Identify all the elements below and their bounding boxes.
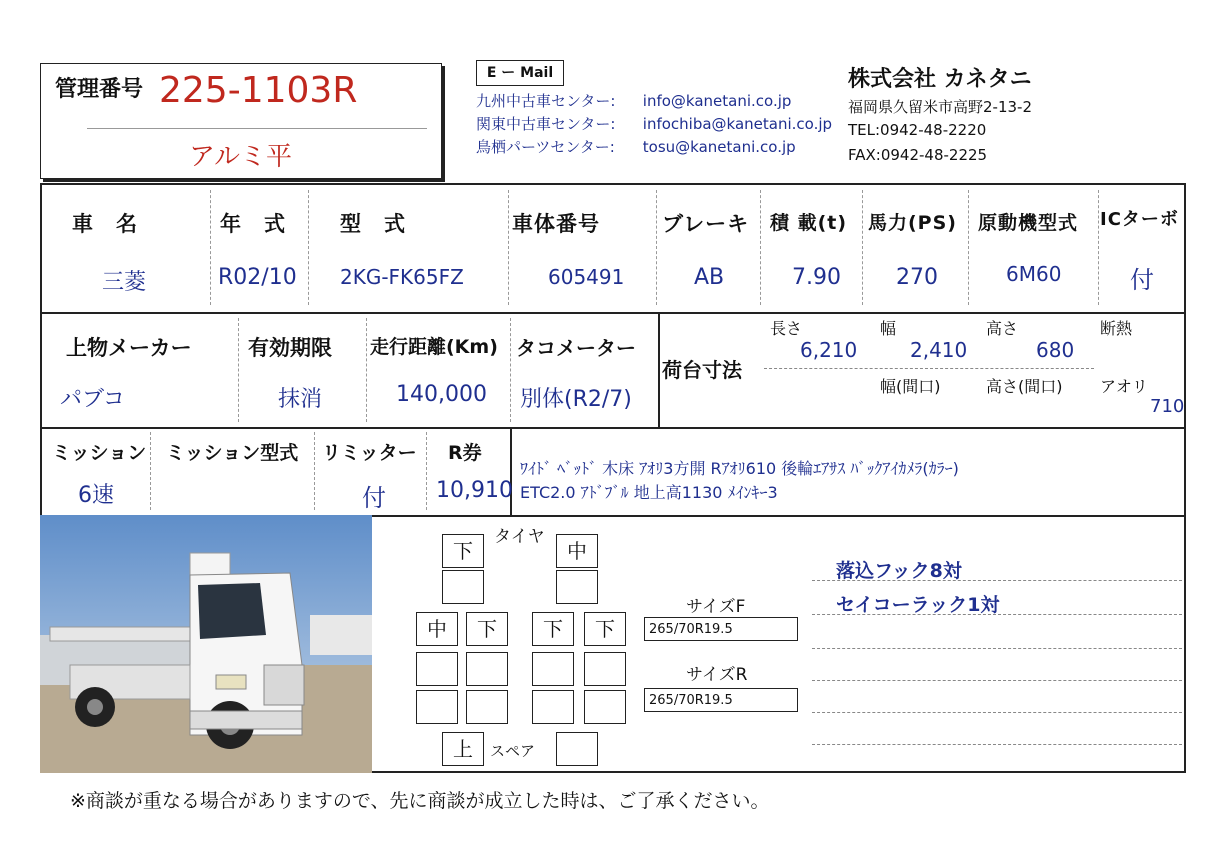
contact-email[interactable]: info@kanetani.co.jp (642, 92, 792, 110)
notes-line-1: ﾜｲﾄﾞ ﾍﾞｯﾄﾞ 木床 ｱｵﾘ3方開 Rｱｵﾘ610 後輪ｴｱｻｽ ﾊﾞｯｸｱｲｶﾒﾗ(ｶﾗｰ) (520, 459, 959, 478)
extra-item-2: セイコーラック1対 (836, 594, 1000, 616)
row-divider (40, 427, 1186, 429)
extras-line (812, 614, 1182, 615)
tire-rear-blank (466, 652, 508, 686)
header-limiter: リミッター (322, 442, 417, 464)
value-brake: AB (694, 265, 725, 290)
contact-email[interactable]: infochiba@kanetani.co.jp (642, 115, 833, 133)
value-transmission: 6速 (78, 483, 114, 508)
cargo-height-label: 高さ (986, 319, 1019, 338)
cargo-aori: 710 (1150, 396, 1185, 417)
tire-rear-blank (466, 690, 508, 724)
truck-illustration (40, 515, 372, 773)
tire-rear-3: 下 (532, 612, 574, 646)
header-body-maker: 上物メーカー (66, 336, 192, 360)
col-divider (508, 190, 509, 305)
email-badge (476, 60, 564, 86)
header-maker: 車 名 (72, 212, 138, 236)
size-r: 265/70R19.5 (649, 693, 733, 708)
tire-title: タイヤ (494, 527, 545, 547)
size-r-label: サイズR (686, 665, 748, 685)
header-tacho: タコメーター (516, 336, 636, 360)
truck-photo (40, 515, 372, 773)
col-divider (1098, 190, 1099, 305)
tire-rear-blank (584, 690, 626, 724)
email-label: E ー Mail (486, 65, 554, 81)
value-year: R02/10 (218, 265, 297, 290)
spare-label: スペア (490, 742, 536, 760)
contact-center: 九州中古車センター: (476, 92, 616, 110)
value-load: 7.90 (792, 265, 841, 290)
col-divider (238, 318, 239, 422)
header-expiry: 有効期限 (248, 336, 332, 360)
extras-line (812, 712, 1182, 713)
mgmt-label: 管理番号 (55, 77, 144, 102)
cargo-height-open-label: 高さ(間口) (986, 377, 1063, 396)
value-expiry: 抹消 (278, 387, 323, 412)
tire-rear-4: 下 (584, 612, 626, 646)
header-power: 馬力(PS) (868, 212, 957, 234)
company-tel: TEL:0942-48-2220 (848, 121, 987, 139)
header-mileage: 走行距離(Km) (370, 336, 498, 358)
notes-line-2: ETC2.0 ｱﾄﾞﾌﾞﾙ 地上高1130 ﾒｲﾝｷｰ3 (520, 483, 778, 502)
col-divider (862, 190, 863, 305)
value-engine: 6M60 (1006, 262, 1062, 286)
header-chassis-no: 車体番号 (512, 212, 600, 236)
col-divider (760, 190, 761, 305)
cargo-aori-label: アオリ (1100, 377, 1148, 396)
contact-center: 関東中古車センター: (476, 115, 616, 133)
header-transmission: ミッション (52, 442, 147, 464)
size-r-box (644, 688, 798, 712)
contact-row-kanto (476, 113, 832, 134)
tire-front-right-blank (556, 570, 598, 604)
tire-rear-blank (416, 690, 458, 724)
col-divider (308, 190, 309, 305)
tire-rear-blank (584, 652, 626, 686)
value-power: 270 (896, 265, 938, 290)
tire-spare-blank (556, 732, 598, 766)
tire-front-left-blank (442, 570, 484, 604)
size-f-box (644, 617, 798, 641)
row-divider (40, 312, 1186, 314)
header-model: 型 式 (340, 212, 406, 236)
extras-line (812, 648, 1182, 649)
contact-row-kyushu (476, 90, 791, 111)
cargo-height: 680 (1036, 338, 1075, 362)
mgmt-box (40, 63, 442, 179)
tire-rear-2: 下 (466, 612, 508, 646)
header-year: 年 式 (220, 212, 286, 236)
footer-note: ※商談が重なる場合がありますので、先に商談が成立した時は、ご了承ください。 (70, 790, 770, 812)
tire-rear-blank (532, 690, 574, 724)
cargo-width: 2,410 (910, 338, 968, 362)
col-divider (314, 432, 315, 510)
header-engine: 原動機型式 (978, 212, 1079, 234)
col-divider (366, 318, 367, 422)
tire-spare: 上 (442, 732, 484, 766)
extras-line (812, 744, 1182, 745)
cargo-label: 荷台寸法 (662, 358, 742, 382)
mgmt-number: 225-1103R (159, 70, 358, 111)
cargo-dash (764, 368, 1094, 369)
col-divider (426, 432, 427, 510)
tire-rear-blank (532, 652, 574, 686)
value-limiter: 付 (362, 484, 386, 512)
tire-front-left: 下 (442, 534, 484, 568)
value-ic-turbo: 付 (1130, 266, 1154, 294)
header-load: 積 載(t) (770, 212, 848, 234)
tire-rear-blank (416, 652, 458, 686)
contact-center: 鳥栖パーツセンター: (476, 138, 615, 156)
header-r-ken: R券 (448, 442, 482, 464)
cargo-length-label: 長さ (770, 319, 803, 338)
body-type: アルミ平 (189, 142, 292, 172)
size-f: 265/70R19.5 (649, 622, 733, 637)
tire-rear-1: 中 (416, 612, 458, 646)
cargo-length: 6,210 (800, 338, 858, 362)
header-brake: ブレーキ (662, 212, 750, 236)
contact-row-tosu (476, 136, 796, 157)
cargo-width-open-label: 幅(間口) (880, 377, 941, 396)
col-divider (656, 190, 657, 305)
cargo-width-label: 幅 (880, 319, 897, 338)
company-address: 福岡県久留米市高野2-13-2 (848, 98, 1032, 116)
extras-line (812, 580, 1182, 581)
extra-item-1: 落込フック8対 (836, 560, 962, 582)
header-transmission-type: ミッション型式 (166, 442, 299, 464)
value-model: 2KG-FK65FZ (340, 265, 464, 289)
value-maker: 三菱 (102, 270, 147, 295)
value-chassis-no: 605491 (548, 265, 625, 289)
value-body-maker: パブコ (60, 387, 125, 412)
contact-email[interactable]: tosu@kanetani.co.jp (642, 138, 796, 156)
extras-line (812, 680, 1182, 681)
mgmt-divider (87, 128, 427, 129)
value-tacho: 別体(R2/7) (520, 387, 632, 412)
col-divider (150, 432, 151, 510)
header-ic-turbo: ICターボ (1100, 209, 1179, 230)
col-divider (510, 318, 511, 422)
value-r-ken: 10,910 (436, 478, 513, 503)
company-name: 株式会社 カネタニ (848, 67, 1032, 92)
size-f-label: サイズF (686, 597, 746, 617)
col-divider (210, 190, 211, 305)
tire-front-right: 中 (556, 534, 598, 568)
col-divider (968, 190, 969, 305)
value-mileage: 140,000 (396, 382, 487, 407)
col-divider (658, 312, 660, 427)
company-fax: FAX:0942-48-2225 (848, 146, 988, 164)
cargo-insulation-label: 断熱 (1100, 319, 1133, 338)
